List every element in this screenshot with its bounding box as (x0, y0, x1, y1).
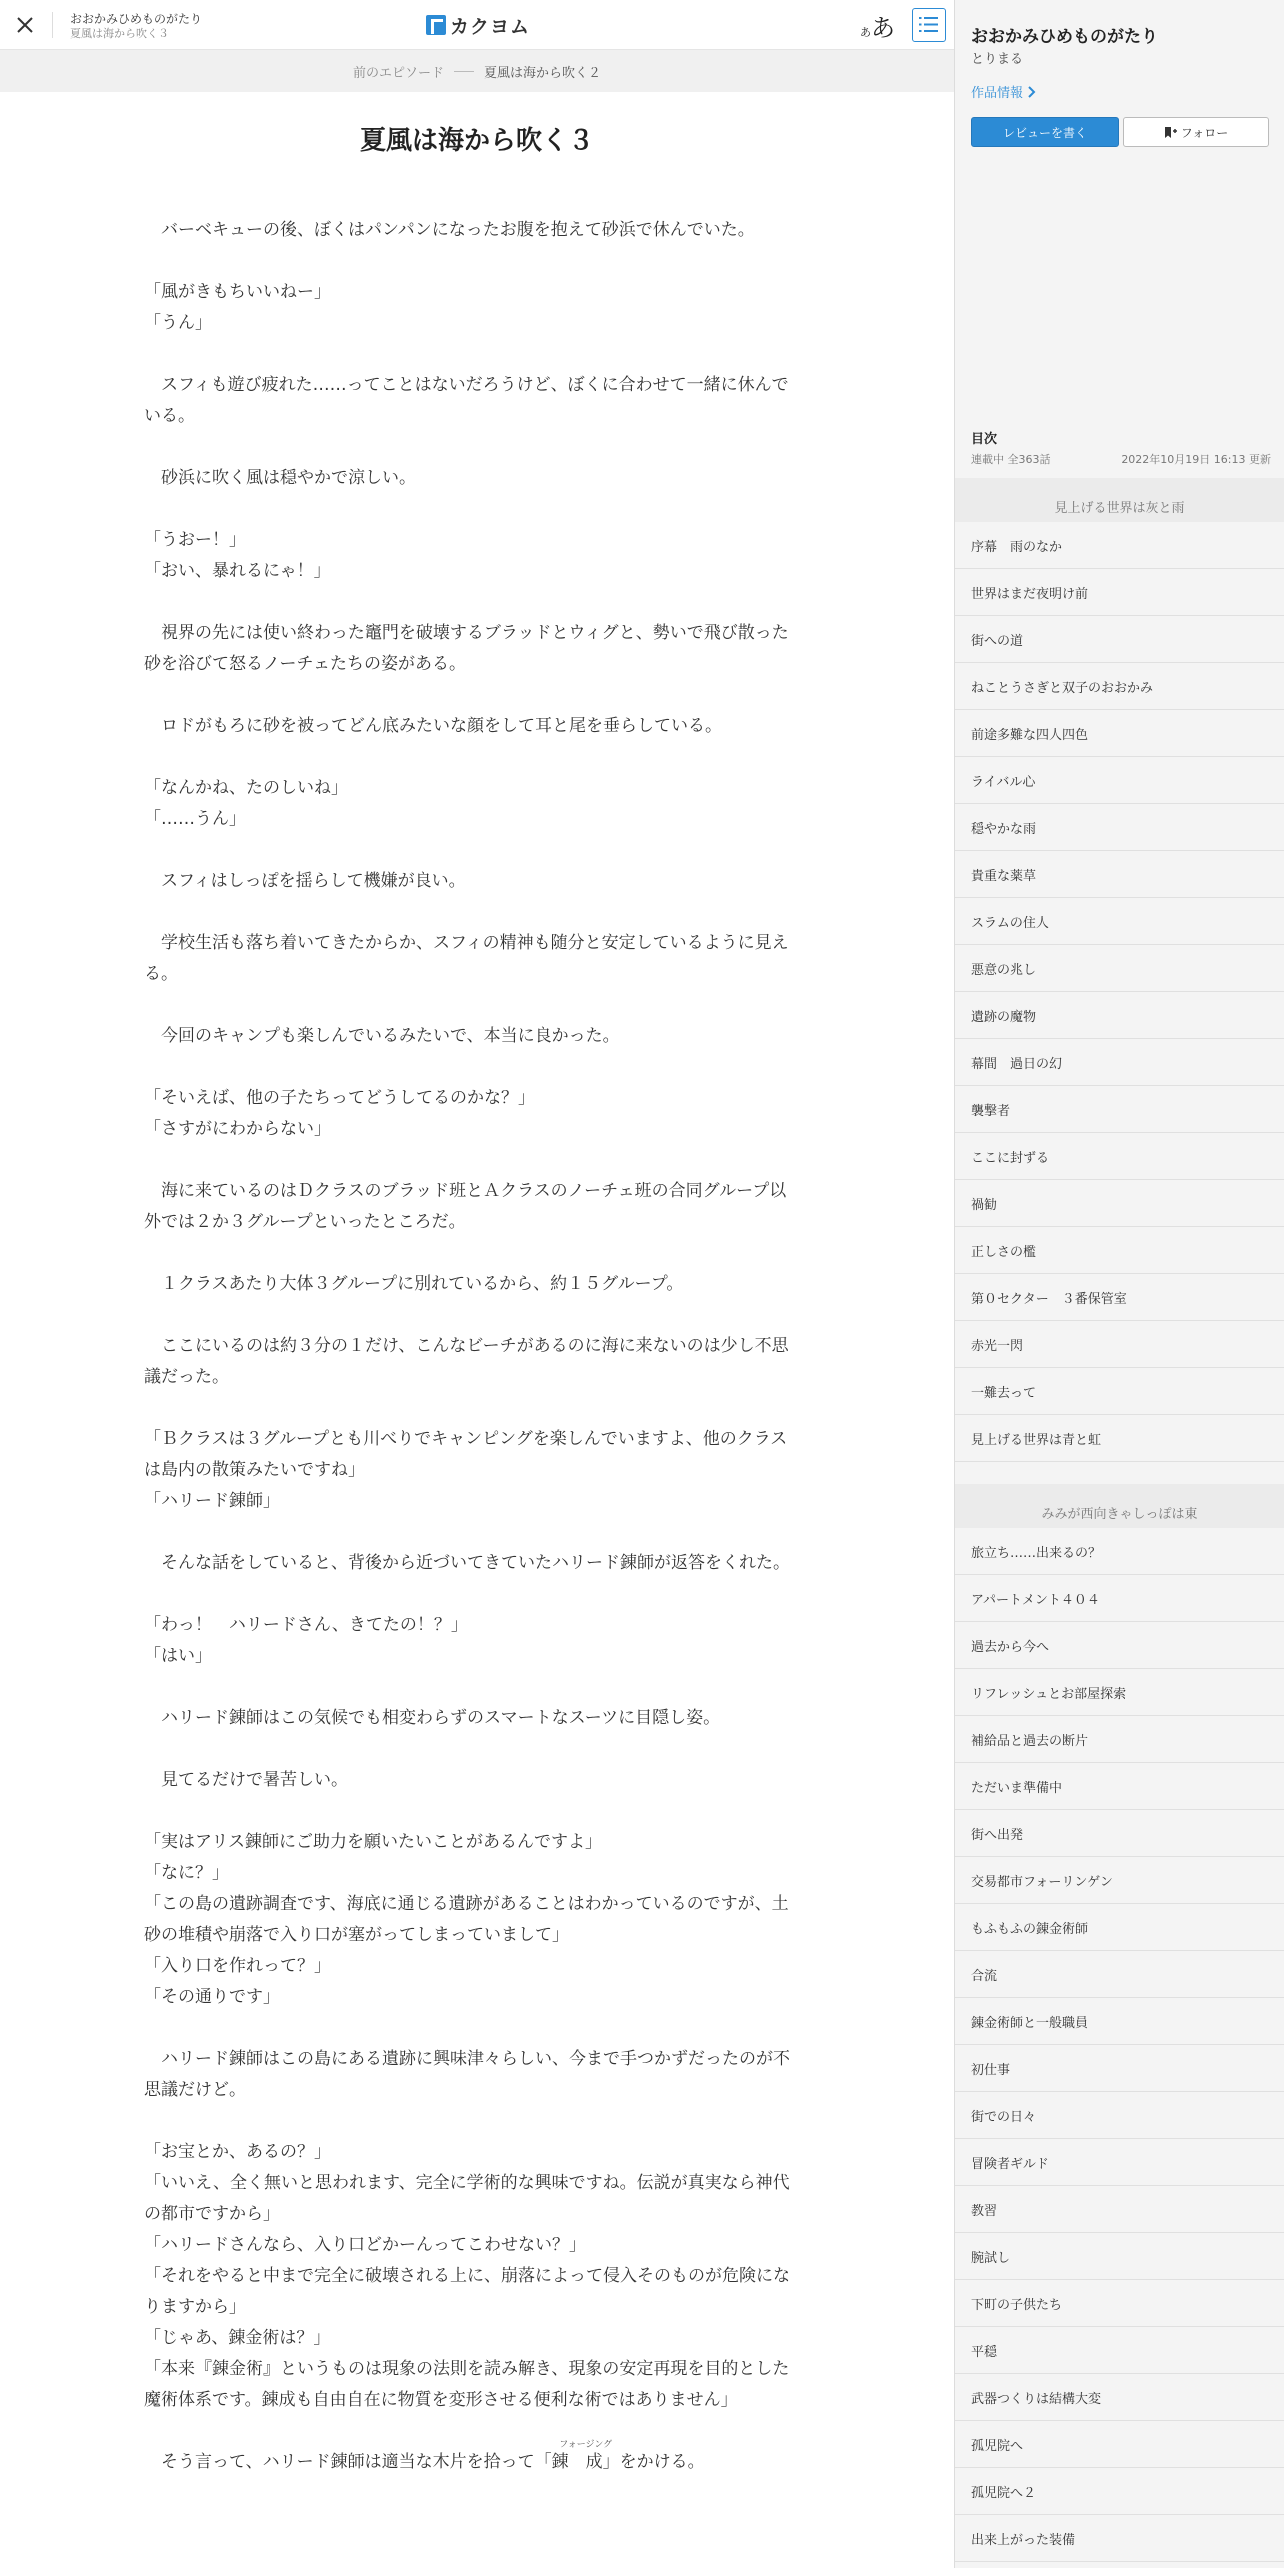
blank-line (144, 1393, 796, 1424)
episode-paragraph: 今回のキャンプも楽しんでいるみたいで、本当に良かった。 (161, 1026, 620, 1046)
episode-paragraph: ハリード錬師はこの島にある遺跡に興味津々らしい、今まで手つかずだったのが不思議だけど。 (144, 2049, 790, 2100)
sidebar-author[interactable]: とりまる (971, 52, 1024, 67)
follow-label: フォロー (1180, 125, 1229, 140)
toc-episode-item[interactable]: 世界はまだ夜明け前 (955, 569, 1284, 616)
blank-line (144, 246, 796, 277)
blank-line (144, 1300, 796, 1331)
font-size-button[interactable] (860, 8, 895, 42)
episode-paragraph: スフィも遊び疲れた……ってことはないだろうけど、ぼくに合わせて一緒に休んでいる。 (144, 375, 789, 426)
bookmark-plus-icon (1164, 126, 1177, 139)
toc-episode-item[interactable]: 教習 (955, 2186, 1284, 2233)
blank-line (144, 1579, 796, 1610)
top-header (0, 0, 954, 50)
episode-paragraph: そんな話をしていると、背後から近づいてきていたハリード錬師が返答をくれた。 (161, 1553, 790, 1573)
toc-meta (971, 451, 1271, 467)
blank-line (144, 2416, 796, 2447)
toc-episode-item[interactable]: 前途多難な四人四色 (955, 710, 1284, 757)
episode-paragraph: １クラスあたり大体３グループに別れているから、約１５グループ。 (161, 1274, 684, 1294)
episode-paragraph: 「入り口を作れって？」 (144, 1956, 331, 1976)
toc-episode-item[interactable]: 襲撃者 (955, 1086, 1284, 1133)
blank-line (144, 1734, 796, 1765)
toc-episode-item[interactable]: 合流 (955, 1951, 1284, 1998)
episode-paragraph: ここにいるのは約３分の１だけ、こんなビーチがあるのに海に来ないのは少し不思議だった。 (144, 1336, 789, 1387)
paragraph-text: そう言って、ハリード錬師は適当な木片を拾って「 (161, 2452, 552, 2472)
episode-paragraph: 「Ｂクラスは３グループとも川べりでキャンピングを楽しんでいますよ、他のクラスは島内の散策みたいですね」 (144, 1429, 788, 1480)
toc-episode-item[interactable]: 過去から今へ (955, 1622, 1284, 1669)
toc-episode-item[interactable]: 孤児院へ (955, 2421, 1284, 2468)
episode-paragraph: 海に来ているのはＤクラスのブラッド班とＡクラスのノーチェ班の合同グループ以外では２か３グループといったところだ。 (144, 1181, 787, 1232)
episode-paragraph: 「はい」 (144, 1646, 212, 1666)
episode-paragraph: 砂浜に吹く風は穏やかで涼しい。 (161, 468, 416, 488)
episode-paragraph: 「ハリード錬師」 (144, 1491, 280, 1511)
blank-line (144, 494, 796, 525)
blank-line (144, 1796, 796, 1827)
toc-episode-item[interactable]: 平穏 (955, 2327, 1284, 2374)
toc-episode-item[interactable]: 禍勧 (955, 1180, 1284, 1227)
toc-episode-item[interactable]: 見上げる世界は青と虹 (955, 1415, 1284, 1462)
toc-episode-item[interactable]: 孤児院へ２ (955, 2468, 1284, 2515)
logo-text: カクヨム (450, 15, 531, 38)
episode-paragraph: 「じゃあ、錬金術は？」 (144, 2328, 331, 2348)
episode-paragraph: 「わっ！ ハリードさん、きてたの！？」 (144, 1615, 468, 1635)
toc-episode-item[interactable]: 街へ出発 (955, 1810, 1284, 1857)
blank-line (144, 1517, 796, 1548)
toc-episode-item[interactable]: 幕間 過日の幻 (955, 1039, 1284, 1086)
episode-paragraph: 「この島の遺跡調査です、海底に通じる遺跡があることはわかっているのですが、土砂の堆積や崩落で入り口が塞がってしまっていまして」 (144, 1894, 789, 1945)
follow-button[interactable] (1123, 117, 1269, 147)
font-size-big-glyph: あ (871, 14, 895, 42)
blank-line (144, 1672, 796, 1703)
toc-episode-item[interactable]: 腕試し (955, 2233, 1284, 2280)
blank-line (144, 742, 796, 773)
work-info-link[interactable] (971, 82, 1037, 101)
episode-paragraph: 「風がきもちいいねー」 (144, 282, 331, 302)
episode-paragraph: 「そいえば、他の子たちってどうしてるのかな？」 (144, 1088, 535, 1108)
toc-episode-item[interactable]: 序幕 雨のなか (955, 522, 1284, 569)
toc-episode-item[interactable]: ここに封ずる (955, 1133, 1284, 1180)
toc-episode-item[interactable]: ただいま準備中 (955, 1763, 1284, 1810)
episode-paragraph: 「さすがにわからない」 (144, 1119, 331, 1139)
blank-line (144, 990, 796, 1021)
episode-paragraph: スフィはしっぽを揺らして機嫌が良い。 (161, 871, 466, 891)
episode-paragraph: 「ハリードさんなら、入り口どかーんってこわせない？」 (144, 2235, 586, 2255)
episode-paragraph: 「なに？」 (144, 1863, 229, 1883)
episode-title: 夏風は海から吹く３ (359, 126, 594, 156)
toc-episode-item[interactable]: 交易都市フォーリンゲン (955, 1857, 1284, 1904)
previous-episode-link[interactable]: 前のエピソード (352, 65, 444, 81)
close-icon[interactable] (10, 10, 40, 40)
blank-line (144, 680, 796, 711)
header-work-title[interactable]: おおかみひめものがたり (70, 12, 203, 26)
toc-episode-item[interactable]: 貴重な薬草 (955, 851, 1284, 898)
blank-line (144, 587, 796, 618)
paragraph-text: 」をかける。 (602, 2452, 705, 2472)
episode-paragraph: 「……うん」 (144, 809, 246, 829)
chapter-episode-list (955, 522, 1284, 1462)
toc-episode-item[interactable]: 穏やかな雨 (955, 804, 1284, 851)
blank-line (144, 2013, 796, 2044)
blank-line (144, 1145, 796, 1176)
toc-episode-item[interactable]: リフレッシュとお部屋探索 (955, 1669, 1284, 1716)
episode-paragraph: 見てるだけで暑苦しい。 (161, 1770, 348, 1790)
toc-episode-item[interactable]: スラムの住人 (955, 898, 1284, 945)
episode-paragraph: ロドがもろに砂を被ってどん底みたいな顔をして耳と尾を垂らしている。 (161, 716, 722, 736)
blank-line (144, 1052, 796, 1083)
blank-line (144, 835, 796, 866)
blank-line (144, 339, 796, 370)
toc-episode-item[interactable]: 武器つくりは結構大変 (955, 2374, 1284, 2421)
toc-episode-item[interactable]: 遺跡の魔物 (955, 992, 1284, 1039)
episode-paragraph: 視界の先には使い終わった竈門を破壊するブラッドとウィグと、勢いで飛び散った砂を浴びて怒るノーチェたちの姿がある。 (144, 623, 789, 674)
toc-episode-item[interactable]: 街への道 (955, 616, 1284, 663)
work-sidebar (954, 0, 1284, 2568)
episode-paragraph: 「それをやると中まで完全に破壊される上に、崩落によって侵入そのものが危険になりますから」 (144, 2266, 790, 2317)
header-divider (52, 12, 53, 38)
episode-breadcrumb (0, 50, 954, 92)
episode-paragraph: 「実はアリス錬師にご助力を願いたいことがあるんですよ」 (144, 1832, 602, 1852)
chapter-title: 見上げる世界は灰と雨 (955, 478, 1284, 522)
toc-episode-item[interactable]: 冒険者ギルド (955, 2139, 1284, 2186)
toc-episode-item[interactable]: 赤光一閃 (955, 1321, 1284, 1368)
toc-episode-item[interactable]: 補給品と過去の断片 (955, 1716, 1284, 1763)
toc-episode-item[interactable]: 第０セクター ３番保管室 (955, 1274, 1284, 1321)
sidebar-work-title[interactable]: おおかみひめものがたり (971, 27, 1158, 47)
toc-episode-item[interactable]: 下町の子供たち (955, 2280, 1284, 2327)
ruby-annotation: フォージング (559, 2440, 613, 2450)
header-episode-title: 夏風は海から吹く３ (70, 27, 169, 40)
toc-episode-item[interactable]: 正しさの檻 (955, 1227, 1284, 1274)
blank-line (144, 432, 796, 463)
toc-episode-item[interactable]: アパートメント４０４ (955, 1575, 1284, 1622)
ruby-word (551, 2440, 613, 2472)
episode-paragraph: 学校生活も落ち着いてきたからか、スフィの精神も随分と安定しているように見える。 (144, 933, 789, 984)
episode-paragraph: 「うん」 (144, 313, 212, 333)
kakuyomu-logo[interactable] (426, 14, 530, 36)
toc-episode-item[interactable]: 旅立ち……出来るの？ (955, 1528, 1284, 1575)
toc-episode-item[interactable]: 街での日々 (955, 2092, 1284, 2139)
episode-paragraph: ハリード錬師はこの気候でも相変わらずのスマートなスーツに目隠し姿。 (161, 1708, 721, 1728)
font-size-small-glyph: あ (860, 26, 871, 39)
toc-episode-item[interactable]: 初仕事 (955, 2045, 1284, 2092)
ruby-base: 錬 成 (551, 2452, 603, 2472)
toc-episode-item[interactable]: 錬金術師と一般職員 (955, 1998, 1284, 2045)
blank-line (144, 897, 796, 928)
episode-paragraph: 「お宝とか、あるの？」 (144, 2142, 331, 2162)
previous-episode-title[interactable]: 夏風は海から吹く２ (484, 65, 602, 81)
episode-paragraph: バーベキューの後、ぼくはパンパンになったお腹を抱えて砂浜で休んでいた。 (161, 220, 755, 240)
episode-paragraph: 「なんかね、たのしいね」 (144, 778, 348, 798)
episode-paragraph: 「いいえ、全く無いと思われます、完全に学術的な興味ですね。伝説が真実なら神代の都市ですから」 (144, 2173, 790, 2224)
breadcrumb-separator (454, 71, 474, 72)
episode-paragraph (144, 2440, 796, 2478)
episode-paragraph: 「本来『錬金術』というものは現象の法則を読み解き、現象の安定再現を目的とした魔術体系です。錬成も自由自在に物質を変形させる便利な術ではありません」 (144, 2359, 790, 2410)
toc-list-icon[interactable] (912, 8, 946, 42)
logo-mark-icon (426, 15, 446, 35)
toc-episode-item[interactable]: 一難去って (955, 1368, 1284, 1415)
episode-paragraph: 「おい、暴れるにゃ！」 (144, 561, 331, 581)
toc-episode-item[interactable]: 出来上がった装備 (955, 2515, 1284, 2562)
episode-paragraph: 「うおー！」 (144, 530, 246, 550)
work-info-label: 作品情報 (971, 86, 1024, 101)
blank-line (144, 2106, 796, 2137)
episode-paragraph: 「その通りです」 (144, 1987, 280, 2007)
toc-episode-item[interactable]: もふもふの錬金術師 (955, 1904, 1284, 1951)
toc-episode-item[interactable]: 悪意の兆し (955, 945, 1284, 992)
chapter-title: みみが西向きゃしっぽは東 (955, 1484, 1284, 1528)
chapter-episode-list (955, 1528, 1284, 2562)
toc-episode-item[interactable]: ライバル心 (955, 757, 1284, 804)
blank-line (144, 1238, 796, 1269)
episode-body (144, 215, 796, 2478)
serial-status: 連載中 全363話 (971, 453, 1051, 466)
chevron-right-icon (1027, 86, 1037, 98)
toc-episode-item[interactable]: ねことうさぎと双子のおおかみ (955, 663, 1284, 710)
toc-heading: 目次 (971, 432, 998, 447)
write-review-button[interactable]: レビューを書く (971, 117, 1119, 147)
last-updated: 2022年10月19日 16:13 更新 (1121, 453, 1271, 466)
